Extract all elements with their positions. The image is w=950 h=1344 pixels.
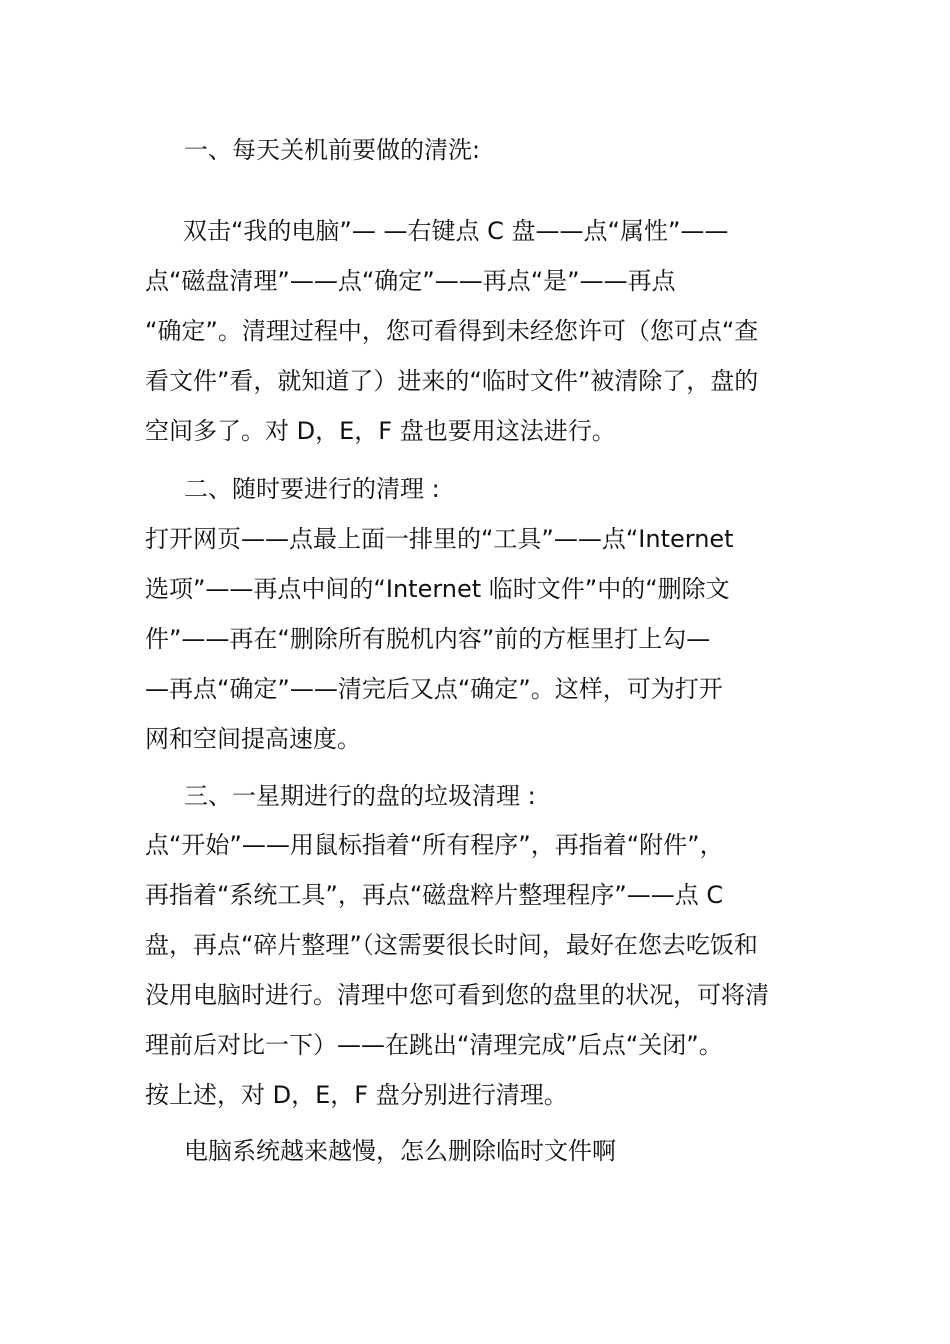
section-2-paragraph [145,514,815,764]
section-1-paragraph [145,206,815,456]
section-1-line-1: 双击“我的电脑”— —右键点 C 盘——点“属性”—— [183,217,729,245]
section-3-paragraph [145,820,815,1120]
section-3-line-4: 没用电脑时进行。清理中您可看到您的盘里的状况，可将清 [145,981,769,1009]
section-3-line-6: 按上述，对 D，E，F 盘分别进行清理。 [145,1081,568,1109]
section-2-line-3: 件”——再在“删除所有脱机内容”前的方框里打上勾— [145,625,711,653]
section-1-line-3: “确定”。清理过程中，您可看得到未经您许可（您可点“查 [145,317,759,345]
section-1-line-2: 点“磁盘清理”——点“确定”——再点“是”——再点 [145,267,676,295]
section-2-line-2: 选项”——再点中间的“Internet 临时文件”中的“删除文 [145,575,730,603]
section-2-heading: 二、随时要进行的清理 : [184,475,440,503]
section-2-line-4: —再点“确定”——清完后又点“确定”。这样，可为打开 [145,675,723,703]
section-1-line-5: 空间多了。对 D，E，F 盘也要用这法进行。 [145,417,616,445]
section-2-line-5: 网和空间提高速度。 [145,725,361,753]
section-3-heading: 三、一星期进行的盘的垃圾清理 : [184,782,536,810]
section-3-line-5: 理前后对比一下）——在跳出“清理完成”后点“关闭”。 [145,1031,723,1059]
section-3-line-1: 点“开始”——用鼠标指着“所有程序”，再指着“附件”， [145,831,724,859]
closing-line: 电脑系统越来越慢，怎么删除临时文件啊 [184,1137,616,1165]
section-1-heading: 一、每天关机前要做的清洗: [184,136,481,164]
section-3-line-2: 再指着“系统工具”，再点“磁盘粹片整理程序”——点 C [145,881,724,909]
section-1-line-4: 看文件”看，就知道了）进来的“临时文件”被清除了，盘的 [145,367,759,395]
section-2-line-1: 打开网页——点最上面一排里的“工具”——点“Internet [145,525,734,553]
section-3-line-3: 盘，再点“碎片整理”（这需要很长时间，最好在您去吃饭和 [145,931,758,959]
